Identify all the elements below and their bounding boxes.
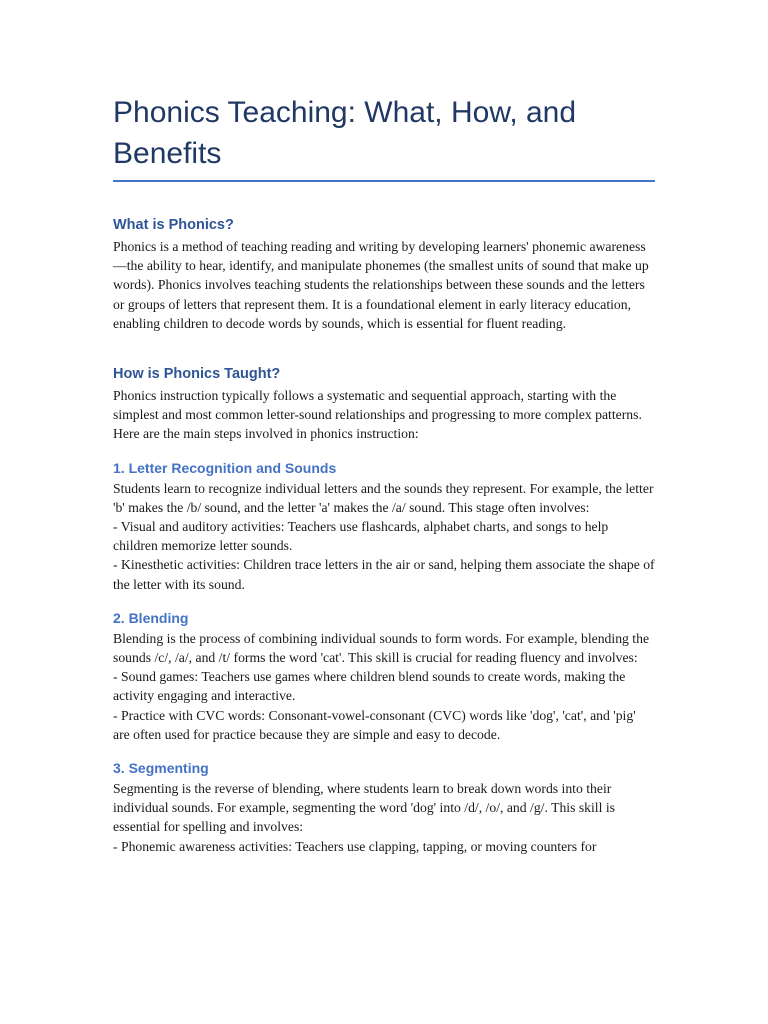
bullet-kinesthetic: - Kinesthetic activities: Children trace letters in the air or sand, helping them associate the shape of the letter with its sound. [113, 557, 655, 592]
bullet-phonemic-awareness: - Phonemic awareness activities: Teachers use clapping, tapping, or moving counters for [113, 838, 597, 854]
section-body-what: Phonics is a method of teaching reading and writing by developing learners' phonemic awareness—the ability to hear, identify, and manipulate phonemes (the smallest units of sound that make up words). Phonics involves teaching students the relationships between these sounds and the letters or groups of letters that represent them. It is a foundational element in early literacy education, enabling children to decode words by sounds, which is essential for fluent reading. [113, 239, 649, 331]
document-title: Phonics Teaching: What, How, and Benefits [113, 96, 577, 170]
title-underline [113, 180, 655, 182]
subsection-heading-letter-recognition: 1. Letter Recognition and Sounds [113, 459, 337, 476]
bullet-sound-games: - Sound games: Teachers use games where children blend sounds to create words, making the activity engaging and interactive. [113, 669, 626, 704]
subsection-heading-segmenting: 3. Segmenting [113, 760, 209, 777]
bullet-cvc-words: - Practice with CVC words: Consonant-vowel-consonant (CVC) words like 'dog', 'cat', and 'pig' are often used for practice because they are simple and easy to decode. [113, 707, 636, 742]
subsection-body-letter-recognition: Students learn to recognize individual letters and the sounds they represent. For example, the letter 'b' makes the /b/ sound, and the letter 'a' makes the /a/ sound. This stage often involves: [113, 480, 654, 515]
document-page [113, 92, 655, 856]
bullet-visual-auditory: - Visual and auditory activities: Teachers use flashcards, alphabet charts, and songs to help children memorize letter sounds. [113, 519, 609, 554]
section-heading-how: How is Phonics Taught? [113, 366, 281, 383]
section-heading-what: What is Phonics? [113, 217, 234, 233]
subsection-body-blending: Blending is the process of combining individual sounds to form words. For example, blending the sounds /c/, /a/, and /t/ forms the word 'cat'. This skill is crucial for reading fluency and involves: [113, 630, 650, 666]
subsection-heading-blending: 2. Blending [113, 609, 189, 626]
section-body-how: Phonics instruction typically follows a systematic and sequential approach, starting with the simplest and most common letter-sound relationships and progressing to more complex patterns. Here are the main steps involved in phonics instruction: [113, 388, 642, 442]
subsection-body-segmenting: Segmenting is the reverse of blending, where students learn to break down words into their individual sounds. For example, segmenting the word 'dog' into /d/, /o/, and /g/. This skill is essential for spelling and involves: [113, 781, 615, 835]
